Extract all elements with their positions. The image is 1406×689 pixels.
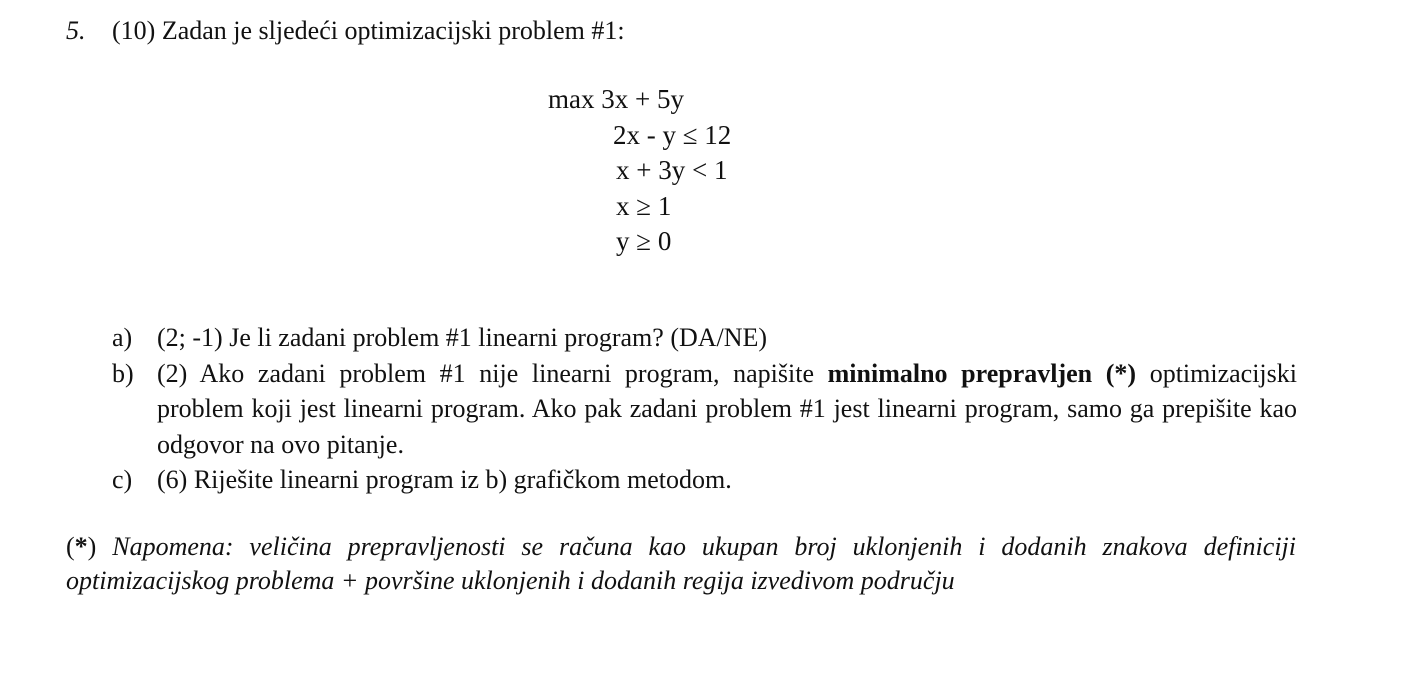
subquestion-a xyxy=(112,320,1297,356)
question-number: 5. xyxy=(66,16,86,45)
subquestion-text-after: optimizacijski problem koji jest linearni program. Ako pak zadani problem #1 jest linearni program, samo ga prepišite kao odgovor na ovo pitanje. xyxy=(157,358,1297,459)
footnote-marker: (*) xyxy=(66,532,97,561)
subquestion-text-before: (2) Ako zadani problem #1 nije linearni program, napišite xyxy=(157,358,828,388)
footnote-text: Napomena: veličina prepravljenosti se računa kao ukupan broj uklonjenih i dodanih znakova definiciji optimizacijskog problema + površine uklonjenih i dodanih regija izvedivom području xyxy=(66,532,1296,595)
subquestion-c xyxy=(112,462,1297,498)
subquestion-label: b) xyxy=(112,358,134,388)
constraint-3: x ≥ 1 xyxy=(616,190,672,221)
question-intro: (10) Zadan je sljedeći optimizacijski problem #1: xyxy=(112,16,625,45)
subquestion-b xyxy=(112,356,1297,463)
subquestion-label: c) xyxy=(112,465,133,494)
subquestion-text: (2; -1) Je li zadani problem #1 linearni program? (DA/NE) xyxy=(157,323,768,352)
objective-function: max 3x + 5y xyxy=(548,84,684,114)
subquestion-list xyxy=(112,320,1297,498)
subquestion-text xyxy=(157,356,1297,463)
problem-formulation xyxy=(548,82,731,260)
subquestion-text: (6) Riješite linearni program iz b) grafičkom metodom. xyxy=(157,465,732,494)
subquestion-text-bold: minimalno prepravljen (*) xyxy=(827,358,1137,388)
footnote xyxy=(66,530,1296,598)
constraint-1: 2x - y ≤ 12 xyxy=(613,119,732,150)
question-header xyxy=(66,14,625,48)
constraint-4: y ≥ 0 xyxy=(616,226,672,256)
subquestion-label: a) xyxy=(112,323,133,352)
constraint-2: x + 3y < 1 xyxy=(616,155,728,185)
